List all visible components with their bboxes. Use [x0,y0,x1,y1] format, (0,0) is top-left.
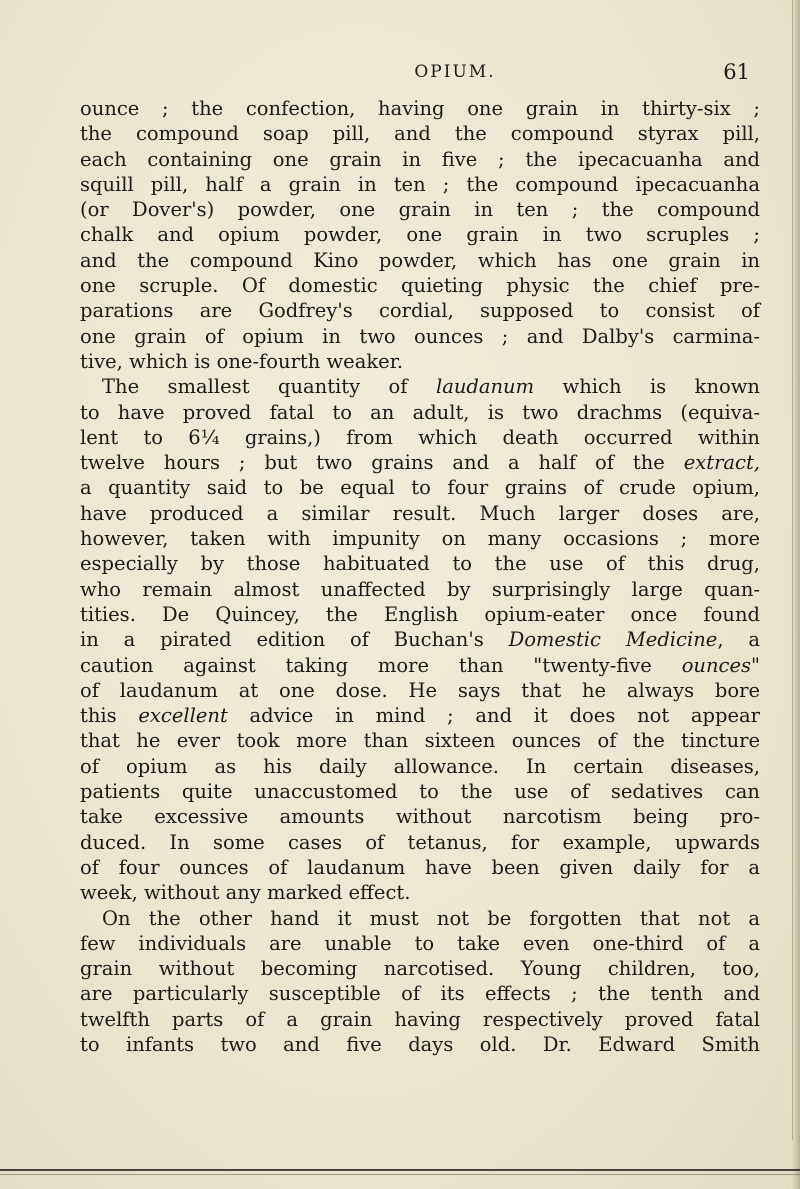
text-line: The smallest quantity of laudanum which is known [102,375,760,399]
body-text [80,96,760,1057]
text-line: tities. De Quincey, the English opium-eater once found [80,602,760,626]
italic-word: laudanum [435,375,535,399]
text-line: this excellent advice in mind ; and it does not appear [80,704,761,728]
text-line: ounce ; the confection, having one grain in thirty-six ; [80,97,760,120]
page-edge-line [792,0,793,1140]
text-line: take excessive amounts without narcotism being pro- [80,805,760,829]
text-line: lent to 6¼ grains,) from which death occurred within [80,425,760,449]
text-line: one grain of opium in two ounces ; and Dalby's carmina- [80,324,760,348]
text-line: to have proved fatal to an adult, is two drachms (equiva- [80,400,760,424]
text-line: tive, which is one-fourth weaker. [80,349,404,373]
bottom-rule-secondary [0,1174,800,1175]
text-line: the compound soap pill, and the compound styrax pill, [80,122,760,146]
italic-word: ounces [681,653,752,677]
text-line: On the other hand it must not be forgotten that not a [102,906,760,930]
text-line: few individuals are unable to take even one-third of a [80,931,760,955]
text-line: to infants two and five days old. Dr. Edward Smith [80,1032,760,1056]
page-header [80,60,770,88]
italic-word: extract, [683,451,760,475]
text-line: of opium as his daily allowance. In certain diseases, [80,754,760,778]
text-line: twelve hours ; but two grains and a half of the extract, [80,451,760,475]
italic-word: Domestic Medicine [508,628,718,652]
text-line: caution against taking more than "twenty-five ounces" [80,653,760,677]
text-line: each containing one grain in five ; the ipecacuanha and [80,147,760,171]
text-line: have produced a similar result. Much larger doses are, [80,501,760,525]
text-line: that he ever took more than sixteen ounces of the tincture [80,729,760,753]
bottom-rule [0,1169,800,1171]
text-line: a quantity said to be equal to four grains of crude opium, [80,476,760,500]
text-line: are particularly susceptible of its effects ; the tenth and [80,982,760,1006]
text-line: and the compound Kino powder, which has one grain in [80,248,760,272]
text-line: of laudanum at one dose. He says that he always bore [80,678,760,702]
text-line: twelfth parts of a grain having respectively proved fatal [80,1007,760,1031]
text-line: who remain almost unaffected by surprisingly large quan- [80,577,760,601]
text-line: parations are Godfrey's cordial, supposed to consist of [80,299,760,323]
text-line: one scruple. Of domestic quieting physic the chief pre- [80,274,760,298]
text-line: grain without becoming narcotised. Young children, too, [80,957,760,981]
running-title: OPIUM. [414,62,496,82]
text-line: duced. In some cases of tetanus, for example, upwards [80,830,760,854]
text-line: squill pill, half a grain in ten ; the compound ipecacuanha [80,172,760,196]
text-line: in a pirated edition of Buchan's Domestic Medicine, a [80,628,760,652]
text-line: chalk and opium powder, one grain in two scruples ; [80,223,760,247]
text-line: especially by those habituated to the use of this drug, [80,552,760,576]
page-number: 61 [723,60,750,84]
italic-word: excellent [138,704,228,728]
text-line: however, taken with impunity on many occasions ; more [80,527,760,551]
text-line: (or Dover's) powder, one grain in ten ; the compound [80,198,760,222]
text-line: week, without any marked effect. [80,881,411,905]
text-line: patients quite unaccustomed to the use of sedatives can [80,780,760,804]
text-line: of four ounces of laudanum have been given daily for a [80,855,760,879]
